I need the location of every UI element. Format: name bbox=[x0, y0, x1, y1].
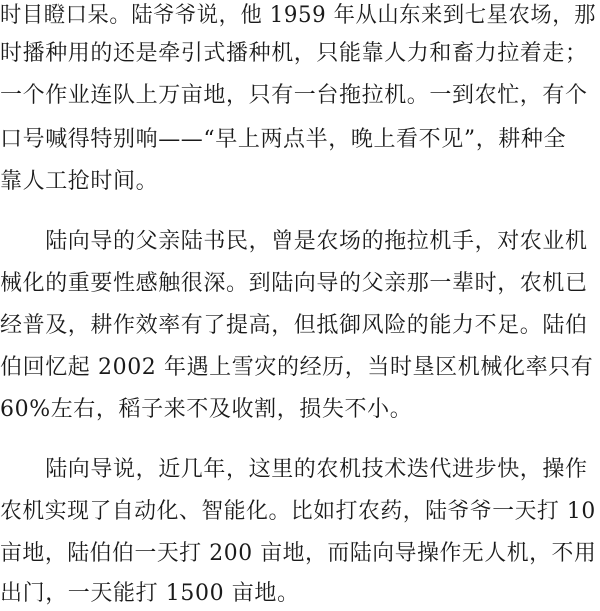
text-line-1: 时目瞪口呆。陆爷爷说，他 1959 年从山东来到七星农场，那 bbox=[0, 3, 596, 28]
text-line-9: 伯回忆起 2002 年遇上雪灾的经历，当时垦区机械化率只有 bbox=[0, 355, 594, 380]
text-line-13: 亩地，陆伯伯一天打 200 亩地，而陆向导操作无人机，不用 bbox=[0, 541, 597, 566]
text-line-12: 农机实现了自动化、智能化。比如打农药，陆爷爷一天打 10 bbox=[0, 499, 596, 524]
text-line-14: 出门，一天能打 1500 亩地。 bbox=[0, 581, 300, 606]
text-line-2: 时播种用的还是牵引式播种机，只能靠人力和畜力拉着走； bbox=[0, 41, 588, 66]
text-line-6: 陆向导的父亲陆书民，曾是农场的拖拉机手，对农业机 bbox=[0, 229, 588, 254]
text-line-4: 口号喊得特别响——“早上两点半，晚上看不见”，耕种全 bbox=[0, 127, 567, 152]
text-line-7: 械化的重要性感触很深。到陆向导的父亲那一辈时，农机已 bbox=[0, 271, 588, 296]
text-line-8: 经普及，耕作效率有了提高，但抵御风险的能力不足。陆伯 bbox=[0, 313, 588, 338]
text-line-5: 靠人工抢时间。 bbox=[0, 169, 159, 194]
text-line-11: 陆向导说，近几年，这里的农机技术迭代进步快，操作 bbox=[0, 457, 588, 482]
text-line-3: 一个作业连队上万亩地，只有一台拖拉机。一到农忙，有个 bbox=[0, 83, 588, 108]
text-line-10: 60%左右，稻子来不及收割，损失不小。 bbox=[0, 397, 413, 422]
